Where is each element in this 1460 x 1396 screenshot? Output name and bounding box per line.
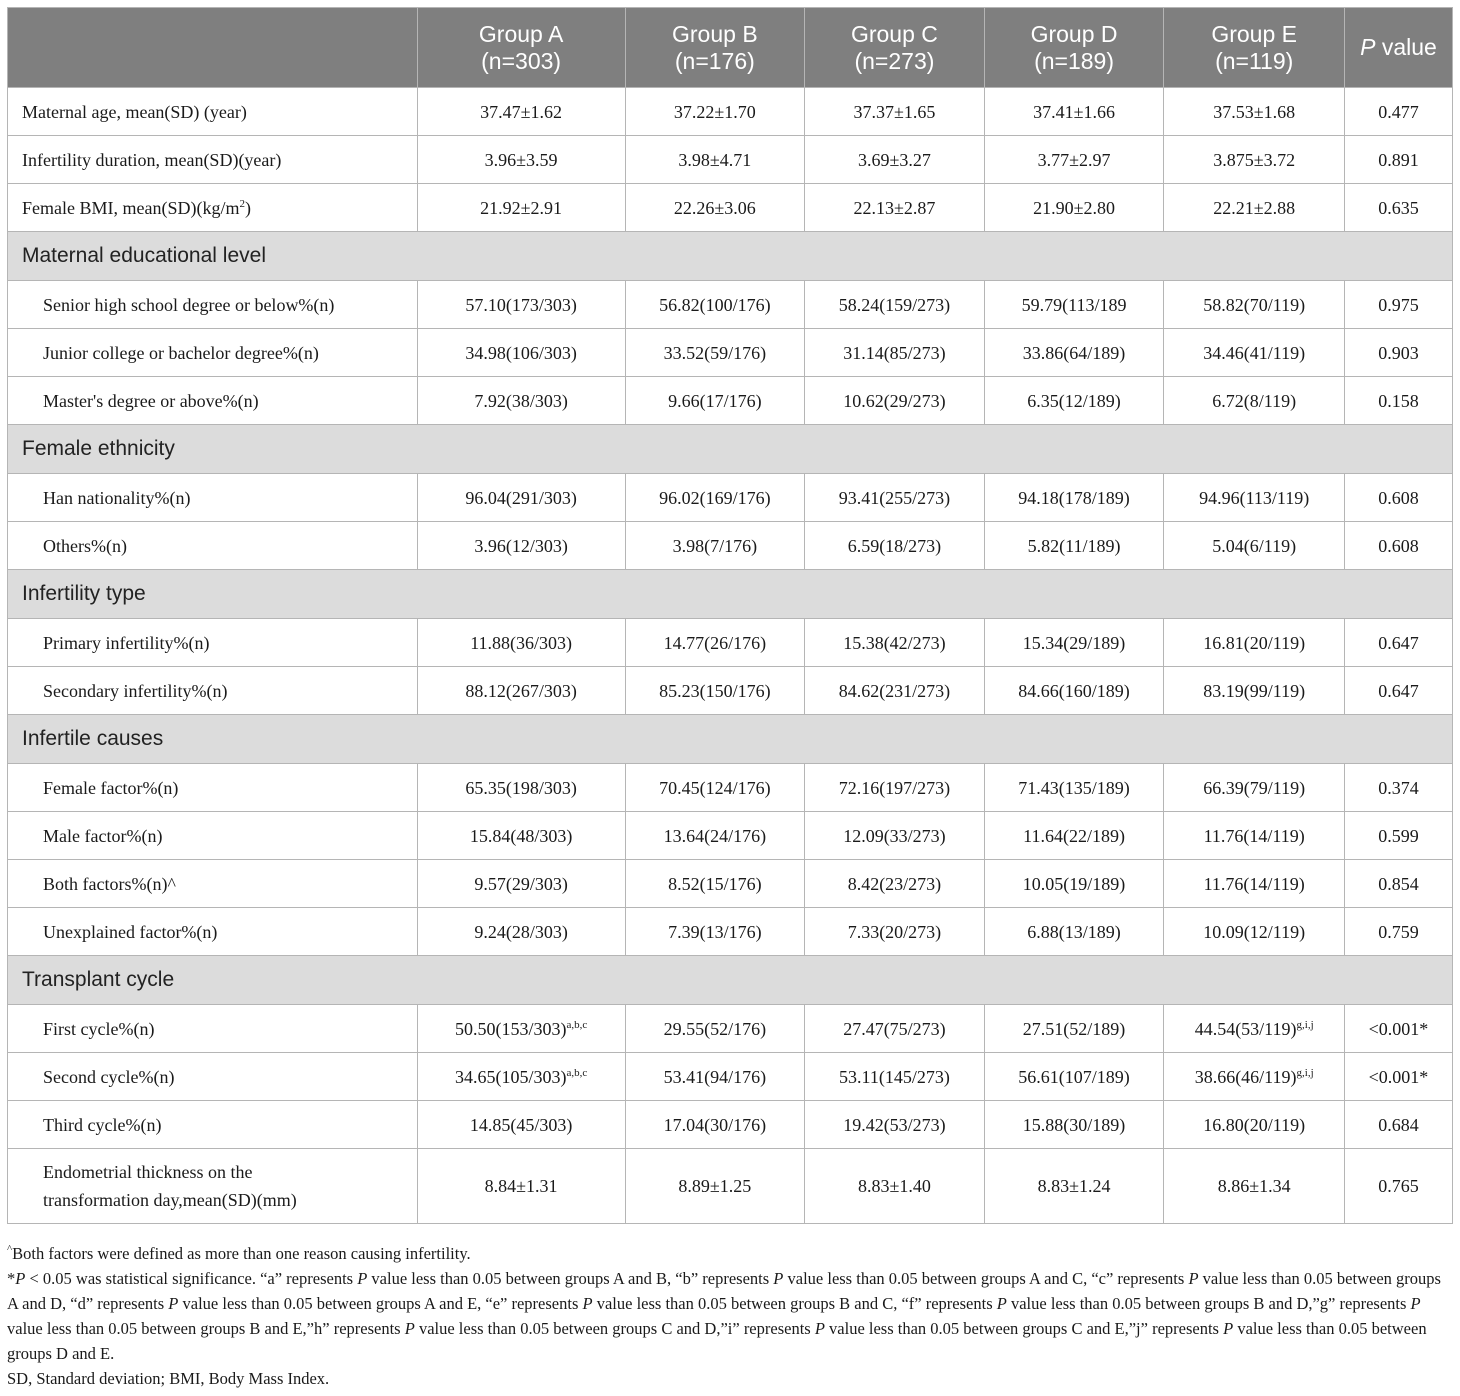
table-row: [8, 184, 1453, 232]
row-label: Second cycle%(n): [8, 1053, 418, 1101]
header-group-e: Group E (n=119): [1164, 8, 1345, 88]
row-label: Master's degree or above%(n): [8, 377, 418, 425]
cell-p-value: <0.001*: [1344, 1053, 1452, 1101]
header-blank-cell: [8, 8, 418, 88]
table-row: [8, 1149, 1453, 1224]
section-heading: Infertile causes: [8, 715, 1453, 764]
cell-group-c: 72.16(197/273): [805, 764, 985, 812]
row-label: Senior high school degree or below%(n): [8, 281, 418, 329]
row-label: Han nationality%(n): [8, 474, 418, 522]
table-row: [8, 667, 1453, 715]
cell-p-value: 0.975: [1344, 281, 1452, 329]
cell-group-e: 5.04(6/119): [1164, 522, 1345, 570]
cell-p-value: 0.891: [1344, 136, 1452, 184]
cell-group-e: 37.53±1.68: [1164, 88, 1345, 136]
cell-group-c: 8.42(23/273): [805, 860, 985, 908]
cell-p-value: 0.759: [1344, 908, 1452, 956]
cell-group-e: 16.81(20/119): [1164, 619, 1345, 667]
section-heading: Maternal educational level: [8, 232, 1453, 281]
cell-group-c: 12.09(33/273): [805, 812, 985, 860]
cell-group-a: 34.98(106/303): [417, 329, 625, 377]
cell-group-a: $50.50(153/303)^{a,b,c}$: [417, 1005, 625, 1053]
cell-group-a: 57.10(173/303): [417, 281, 625, 329]
cell-p-value: 0.647: [1344, 619, 1452, 667]
table-row: [8, 329, 1453, 377]
cell-group-c: 93.41(255/273): [805, 474, 985, 522]
cell-group-e: 8.86±1.34: [1164, 1149, 1345, 1224]
cell-group-b: 7.39(13/176): [625, 908, 805, 956]
cell-p-value: <0.001*: [1344, 1005, 1452, 1053]
table-row: [8, 474, 1453, 522]
cell-group-d: 10.05(19/189): [984, 860, 1164, 908]
cell-group-c: 15.38(42/273): [805, 619, 985, 667]
cell-group-a: 3.96(12/303): [417, 522, 625, 570]
table-row: [8, 860, 1453, 908]
cell-group-e: 94.96(113/119): [1164, 474, 1345, 522]
cell-p-value: 0.635: [1344, 184, 1452, 232]
section-heading: Female ethnicity: [8, 425, 1453, 474]
section-heading: Infertility type: [8, 570, 1453, 619]
cell-group-c: 7.33(20/273): [805, 908, 985, 956]
row-label: First cycle%(n): [8, 1005, 418, 1053]
cell-group-d: 8.83±1.24: [984, 1149, 1164, 1224]
cell-group-d: 56.61(107/189): [984, 1053, 1164, 1101]
table-row: [8, 281, 1453, 329]
cell-group-c: 27.47(75/273): [805, 1005, 985, 1053]
baseline-characteristics-table: [7, 7, 1453, 1224]
header-group-c: Group C (n=273): [805, 8, 985, 88]
cell-group-b: 96.02(169/176): [625, 474, 805, 522]
cell-group-e: 66.39(79/119): [1164, 764, 1345, 812]
section-row: [8, 956, 1453, 1005]
section-row: [8, 570, 1453, 619]
cell-group-b: 85.23(150/176): [625, 667, 805, 715]
cell-group-a: 7.92(38/303): [417, 377, 625, 425]
cell-p-value: 0.684: [1344, 1101, 1452, 1149]
cell-group-d: 27.51(52/189): [984, 1005, 1164, 1053]
cell-group-b: 70.45(124/176): [625, 764, 805, 812]
cell-group-b: 56.82(100/176): [625, 281, 805, 329]
section-row: [8, 425, 1453, 474]
row-label: Others%(n): [8, 522, 418, 570]
cell-group-c: 58.24(159/273): [805, 281, 985, 329]
cell-p-value: 0.647: [1344, 667, 1452, 715]
cell-group-a: 37.47±1.62: [417, 88, 625, 136]
table-container: [7, 7, 1453, 1224]
cell-p-value: 0.599: [1344, 812, 1452, 860]
cell-group-b: 14.77(26/176): [625, 619, 805, 667]
cell-group-a: 88.12(267/303): [417, 667, 625, 715]
cell-group-e: 3.875±3.72: [1164, 136, 1345, 184]
row-label: Both factors%(n)^: [8, 860, 418, 908]
cell-group-e: 16.80(20/119): [1164, 1101, 1345, 1149]
cell-group-c: 6.59(18/273): [805, 522, 985, 570]
cell-group-b: 3.98(7/176): [625, 522, 805, 570]
cell-group-e: 34.46(41/119): [1164, 329, 1345, 377]
cell-group-e: $38.66(46/119)^{g,i,j}$: [1164, 1053, 1345, 1101]
cell-group-c: 37.37±1.65: [805, 88, 985, 136]
cell-group-d: 94.18(178/189): [984, 474, 1164, 522]
cell-p-value: 0.158: [1344, 377, 1452, 425]
cell-group-c: 84.62(231/273): [805, 667, 985, 715]
cell-group-b: 8.52(15/176): [625, 860, 805, 908]
cell-group-a: 9.24(28/303): [417, 908, 625, 956]
header-group-a: Group A (n=303): [417, 8, 625, 88]
cell-group-d: 84.66(160/189): [984, 667, 1164, 715]
cell-p-value: 0.374: [1344, 764, 1452, 812]
cell-group-c: 8.83±1.40: [805, 1149, 985, 1224]
table-row: [8, 522, 1453, 570]
cell-group-d: 37.41±1.66: [984, 88, 1164, 136]
cell-group-a: 9.57(29/303): [417, 860, 625, 908]
cell-group-c: 10.62(29/273): [805, 377, 985, 425]
cell-group-a: 65.35(198/303): [417, 764, 625, 812]
cell-group-a: $34.65(105/303)^{a,b,c}$: [417, 1053, 625, 1101]
cell-group-e: 10.09(12/119): [1164, 908, 1345, 956]
cell-group-a: 8.84±1.31: [417, 1149, 625, 1224]
section-row: [8, 715, 1453, 764]
cell-group-d: 15.34(29/189): [984, 619, 1164, 667]
cell-p-value: 0.608: [1344, 474, 1452, 522]
cell-group-b: 29.55(52/176): [625, 1005, 805, 1053]
table-row: [8, 764, 1453, 812]
table-row: [8, 1053, 1453, 1101]
cell-group-d: 21.90±2.80: [984, 184, 1164, 232]
cell-group-b: 13.64(24/176): [625, 812, 805, 860]
cell-group-a: 3.96±3.59: [417, 136, 625, 184]
row-label: Endometrial thickness on the transformation day,mean(SD)(mm): [8, 1149, 418, 1224]
row-label: Female BMI, $mean(SD)(kg/m^2)$: [8, 184, 418, 232]
cell-group-d: 15.88(30/189): [984, 1101, 1164, 1149]
cell-group-e: 22.21±2.88: [1164, 184, 1345, 232]
table-row: [8, 88, 1453, 136]
row-label: Junior college or bachelor degree%(n): [8, 329, 418, 377]
table-row: [8, 908, 1453, 956]
row-label: Secondary infertility%(n): [8, 667, 418, 715]
row-label: Male factor%(n): [8, 812, 418, 860]
cell-p-value: 0.903: [1344, 329, 1452, 377]
header-group-b: Group B (n=176): [625, 8, 805, 88]
cell-group-b: 17.04(30/176): [625, 1101, 805, 1149]
cell-group-a: 15.84(48/303): [417, 812, 625, 860]
cell-group-b: 33.52(59/176): [625, 329, 805, 377]
cell-group-c: 3.69±3.27: [805, 136, 985, 184]
row-label: Unexplained factor%(n): [8, 908, 418, 956]
cell-group-c: 19.42(53/273): [805, 1101, 985, 1149]
cell-p-value: 0.477: [1344, 88, 1452, 136]
cell-group-d: 3.77±2.97: [984, 136, 1164, 184]
footnote-significance: *P < 0.05 was statistical significance. “a” represents P value less than 0.05 between groups A and B, “b” represents P value less than 0.05 between groups A and C, “c” represents P value less than 0.05 between groups A and D, “d” represents P value less than 0.05 between groups A and E, “e” represents P value less than 0.05 between groups B and C, “f” represents P value less than 0.05 between groups B and D,”g” represents P value less than 0.05 between groups B and E,”h” represents P value less than 0.05 between groups C and D,”i” represents P value less than 0.05 between groups C and E,”j” represents P value less than 0.05 between groups D and E.: [7, 1269, 1441, 1363]
cell-group-b: 22.26±3.06: [625, 184, 805, 232]
row-label: Maternal age, mean(SD) (year): [8, 88, 418, 136]
table-row: [8, 812, 1453, 860]
row-label: Infertility duration, mean(SD)(year): [8, 136, 418, 184]
cell-group-e: 11.76(14/119): [1164, 860, 1345, 908]
cell-group-d: 6.88(13/189): [984, 908, 1164, 956]
cell-group-c: 53.11(145/273): [805, 1053, 985, 1101]
cell-group-b: 8.89±1.25: [625, 1149, 805, 1224]
cell-group-d: 11.64(22/189): [984, 812, 1164, 860]
cell-p-value: 0.608: [1344, 522, 1452, 570]
header-group-d: Group D (n=189): [984, 8, 1164, 88]
footnote-both-factors: ^Both factors were defined as more than one reason causing infertility.: [7, 1243, 471, 1263]
cell-p-value: 0.765: [1344, 1149, 1452, 1224]
table-row: [8, 136, 1453, 184]
cell-group-e: 58.82(70/119): [1164, 281, 1345, 329]
cell-group-e: 6.72(8/119): [1164, 377, 1345, 425]
cell-p-value: 0.854: [1344, 860, 1452, 908]
cell-group-a: 21.92±2.91: [417, 184, 625, 232]
cell-group-e: 83.19(99/119): [1164, 667, 1345, 715]
cell-group-e: $44.54(53/119)^{g,i,j}$: [1164, 1005, 1345, 1053]
cell-group-d: 71.43(135/189): [984, 764, 1164, 812]
section-heading: Transplant cycle: [8, 956, 1453, 1005]
cell-group-c: 31.14(85/273): [805, 329, 985, 377]
cell-group-d: 59.79(113/189: [984, 281, 1164, 329]
cell-group-d: 33.86(64/189): [984, 329, 1164, 377]
table-row: [8, 619, 1453, 667]
cell-group-b: 9.66(17/176): [625, 377, 805, 425]
table-row: [8, 377, 1453, 425]
header-row: [8, 8, 1453, 88]
row-label: Third cycle%(n): [8, 1101, 418, 1149]
cell-group-e: 11.76(14/119): [1164, 812, 1345, 860]
section-row: [8, 232, 1453, 281]
row-label: Female factor%(n): [8, 764, 418, 812]
table-footnotes: [7, 1241, 1453, 1391]
cell-group-d: 5.82(11/189): [984, 522, 1164, 570]
cell-group-b: 37.22±1.70: [625, 88, 805, 136]
cell-group-c: 22.13±2.87: [805, 184, 985, 232]
table-row: [8, 1005, 1453, 1053]
footnote-abbreviations: SD, Standard deviation; BMI, Body Mass Index.: [7, 1369, 330, 1388]
cell-group-a: 96.04(291/303): [417, 474, 625, 522]
cell-group-b: 3.98±4.71: [625, 136, 805, 184]
row-label: Primary infertility%(n): [8, 619, 418, 667]
table-row: [8, 1101, 1453, 1149]
cell-group-d: 6.35(12/189): [984, 377, 1164, 425]
header-p-value: P value: [1344, 8, 1452, 88]
cell-group-a: 11.88(36/303): [417, 619, 625, 667]
cell-group-a: 14.85(45/303): [417, 1101, 625, 1149]
cell-group-b: 53.41(94/176): [625, 1053, 805, 1101]
